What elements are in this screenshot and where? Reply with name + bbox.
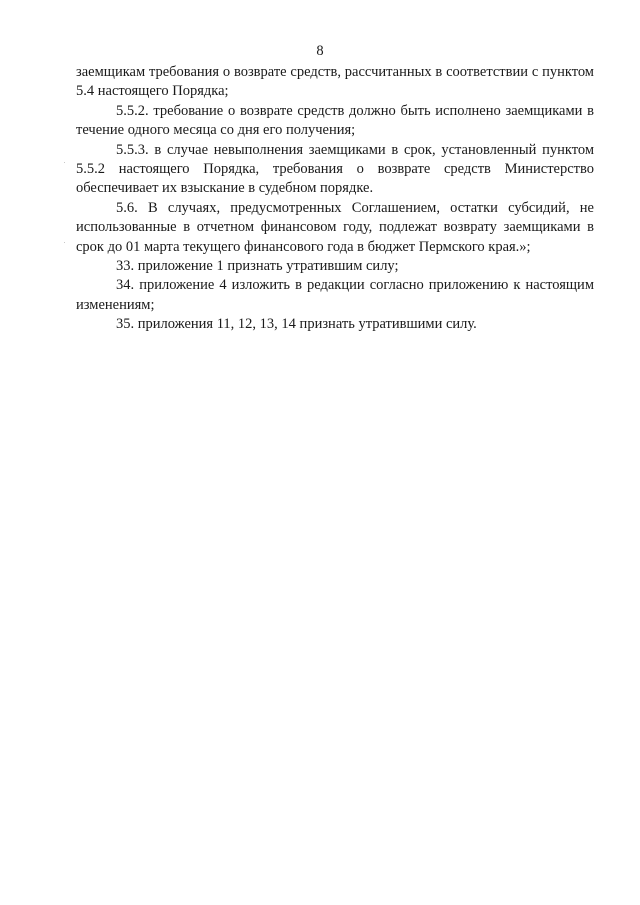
paragraph-5-5-2: 5.5.2. требование о возврате средств должно быть исполнено заемщиками в течение одного месяца со дня его получения;: [76, 102, 594, 139]
paragraph-35: 35. приложения 11, 12, 13, 14 признать утратившими силу.: [116, 316, 477, 333]
paragraph-continuation: заемщикам требования о возврате средств, рассчитанных в соответствии с пунктом 5.4 настоящего Порядка;: [76, 64, 594, 100]
paragraph-5-5-3: 5.5.3. в случае невыполнения заемщиками в срок, установленный пунктом 5.5.2 настоящего Порядка, требования о возврате средств Министерство обеспечивает их взыскание в судебном порядке.: [76, 141, 594, 197]
document-body: [76, 63, 594, 335]
paragraph-33: 33. приложение 1 признать утратившим силу;: [116, 258, 399, 275]
scan-margin-mark: [64, 242, 65, 243]
scan-margin-mark: [64, 162, 65, 163]
page-number: 8: [316, 43, 324, 59]
paragraph-5-6: 5.6. В случаях, предусмотренных Соглашением, остатки субсидий, не использованные в отчетном финансовом году, подлежат возврату заемщиками в срок до 01 марта текущего финансового года в бюджет Пермского края.»;: [76, 199, 594, 255]
paragraph-34: 34. приложение 4 изложить в редакции согласно приложению к настоящим изменениям;: [76, 277, 594, 313]
